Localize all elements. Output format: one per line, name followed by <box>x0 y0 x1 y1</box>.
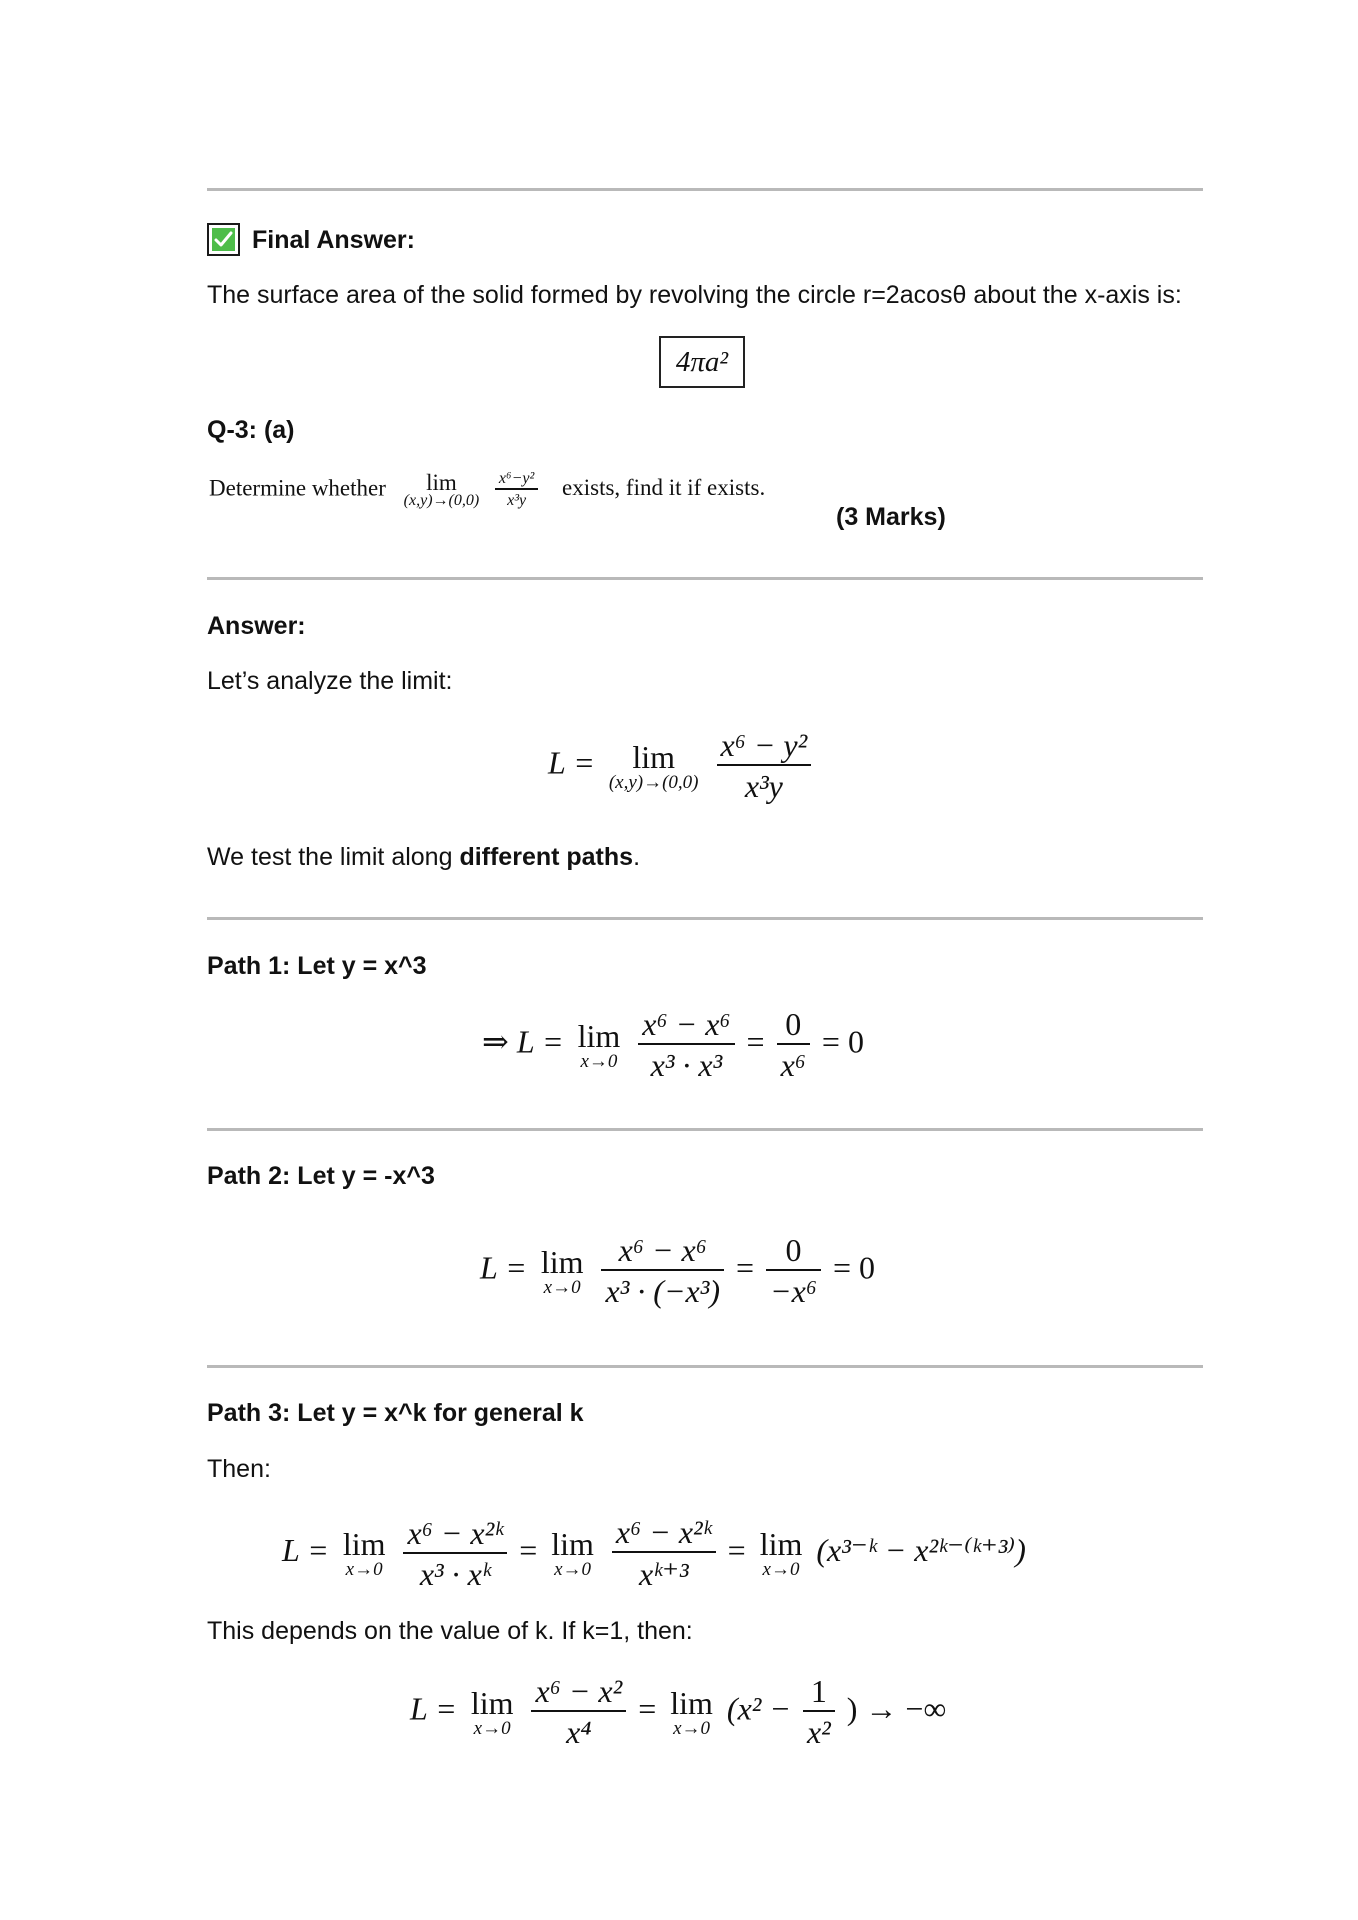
path1-heading: Path 1: Let y = x^3 <box>207 952 427 980</box>
checkmark-icon <box>207 223 240 256</box>
divider <box>207 1128 1203 1131</box>
path3-then: Then: <box>207 1455 271 1483</box>
path2-heading: Path 2: Let y = -x^3 <box>207 1162 435 1190</box>
path3-k1-equation: L = lim x→0 $\frac{\text{x⁶ − x²}}{\text{x⁴}}$ = lim x→0 (x² − $\frac{1}{\text{x²}}$ ) → −∞ <box>410 1673 947 1750</box>
divider <box>207 1365 1203 1368</box>
path2-equation: L = lim x→0 $\frac{\text{x⁶ − x⁶}}{\text{x³ · (−x³)}}$ = $\frac{0}{\text{−x⁶}}$ = 0 <box>480 1232 875 1309</box>
question-lim: lim (x,y)→(0,0) <box>403 470 480 509</box>
marks-label: (3 Marks) <box>836 503 946 531</box>
boxed-result: 4πa² <box>659 336 745 388</box>
path3-heading: Path 3: Let y = x^k for general k <box>207 1399 584 1427</box>
question-fraction: $\frac{\text{x⁶−y²}}{\text{x³y}}$ <box>495 470 538 510</box>
divider <box>207 917 1203 920</box>
final-answer-statement: The surface area of the solid formed by revolving the circle r=2acosθ about the x-axis is: <box>207 281 1182 309</box>
divider <box>207 188 1203 191</box>
path3-equation: L = lim x→0 $\frac{\text{x⁶ − x²ᵏ}}{\text{x³ · xᵏ}}$ = lim x→0 $\frac{\text{x⁶ − x²ᵏ}}{\text{xᵏ⁺³}}$ = lim x→0 (x³⁻ᵏ − x²ᵏ⁻⁽ᵏ⁺³⁾) <box>282 1514 1026 1592</box>
question-label: Q-3: (a) <box>207 416 295 444</box>
divider <box>207 577 1203 580</box>
answer-intro: Let’s analyze the limit: <box>207 667 453 695</box>
path3-depends: This depends on the value of k. If k=1, then: <box>207 1617 693 1645</box>
paths-intro: We test the limit along different paths. <box>207 843 641 871</box>
answer-heading: Answer: <box>207 612 306 640</box>
main-limit-equation: L = lim (x,y)→(0,0) $\frac{\text{x⁶ − y²}}{\text{x³y}}$ <box>548 727 815 805</box>
question-prefix: Determine whether <box>209 475 386 501</box>
final-answer-heading: Final Answer: <box>252 226 415 254</box>
path1-equation: ⇒ L = lim x→0 $\frac{\text{x⁶ − x⁶}}{\text{x³ · x³}}$ = $\frac{0}{\text{x⁶}}$ = 0 <box>482 1006 864 1083</box>
question-text <box>209 470 765 510</box>
question-suffix: exists, find it if exists. <box>562 475 766 501</box>
